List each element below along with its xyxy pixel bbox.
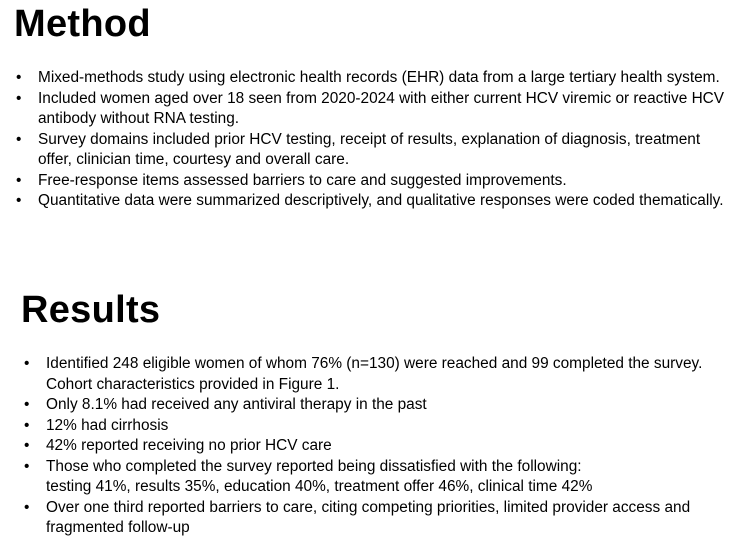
- method-bullet-text: Survey domains included prior HCV testing, receipt of results, explanation of diagnosis, treatment offer, clinician time, courtesy and overall care.: [38, 130, 701, 168]
- method-bullet-text: Quantitative data were summarized descriptively, and qualitative responses were coded thematically.: [38, 192, 724, 209]
- results-bullet-text: Over one third reported barriers to care, citing competing priorities, limited provider access and fragmented follow-up: [46, 498, 691, 536]
- method-bullet: • Mixed-methods study using electronic health records (EHR) data from a large tertiary health system.: [16, 69, 720, 86]
- dissatisfaction-breakdown: testing 41%, results 35%, education 40%, treatment offer 46%, clinical time 42%: [46, 478, 593, 495]
- method-bullet: • Survey domains included prior HCV testing, receipt of results, explanation of diagnosis, treatment offer, clinician time, courtesy and overall care.: [16, 130, 701, 168]
- results-bullet: • 12% had cirrhosis: [24, 416, 169, 434]
- method-bullet-list: [13, 68, 733, 212]
- method-bullet: • Quantitative data were summarized descriptively, and qualitative responses were coded thematically.: [16, 192, 724, 209]
- results-bullet-list: [21, 354, 736, 539]
- method-bullet: • Included women aged over 18 seen from 2020-2024 with either current HCV viremic or reactive HCV antibody without RNA testing.: [16, 89, 725, 127]
- results-bullet-text: 42% reported receiving no prior HCV care: [46, 437, 332, 454]
- results-bullet: • Over one third reported barriers to care, citing competing priorities, limited provider access and fragmented follow-up: [24, 498, 691, 536]
- results-bullet: • Identified 248 eligible women of whom 76% (n=130) were reached and 99 completed the survey. Cohort characteristics provided in Figure 1.: [24, 355, 703, 393]
- method-bullet-text: Included women aged over 18 seen from 2020-2024 with either current HCV viremic or reactive HCV antibody without RNA testing.: [38, 89, 725, 127]
- results-heading: Results: [21, 289, 161, 331]
- results-bullet-text: 12% had cirrhosis: [46, 416, 169, 434]
- method-bullet-text: Free-response items assessed barriers to care and suggested improvements.: [38, 171, 567, 189]
- method-bullet: • Free-response items assessed barriers to care and suggested improvements.: [16, 171, 567, 189]
- results-bullet-text: Those who completed the survey reported being dissatisfied with the following:: [46, 457, 582, 475]
- results-bullet-text: Identified 248 eligible women of whom 76% (n=130) were reached and 99 completed the survey. Cohort characteristics provided in Figure 1.: [46, 355, 703, 393]
- results-bullet: • 42% reported receiving no prior HCV care: [24, 437, 332, 454]
- results-bullet-text: Only 8.1% had received any antiviral therapy in the past: [46, 396, 427, 413]
- method-heading: Method: [14, 3, 151, 45]
- results-bullet: • Only 8.1% had received any antiviral therapy in the past: [24, 396, 427, 413]
- results-bullet: • Those who completed the survey reported being dissatisfied with the following: testing 41%, results 35%, education 40%, treatment offer 46%, clinical time 42%: [21, 457, 736, 498]
- method-bullet-text: Mixed-methods study using electronic health records (EHR) data from a large tertiary health system.: [38, 69, 720, 86]
